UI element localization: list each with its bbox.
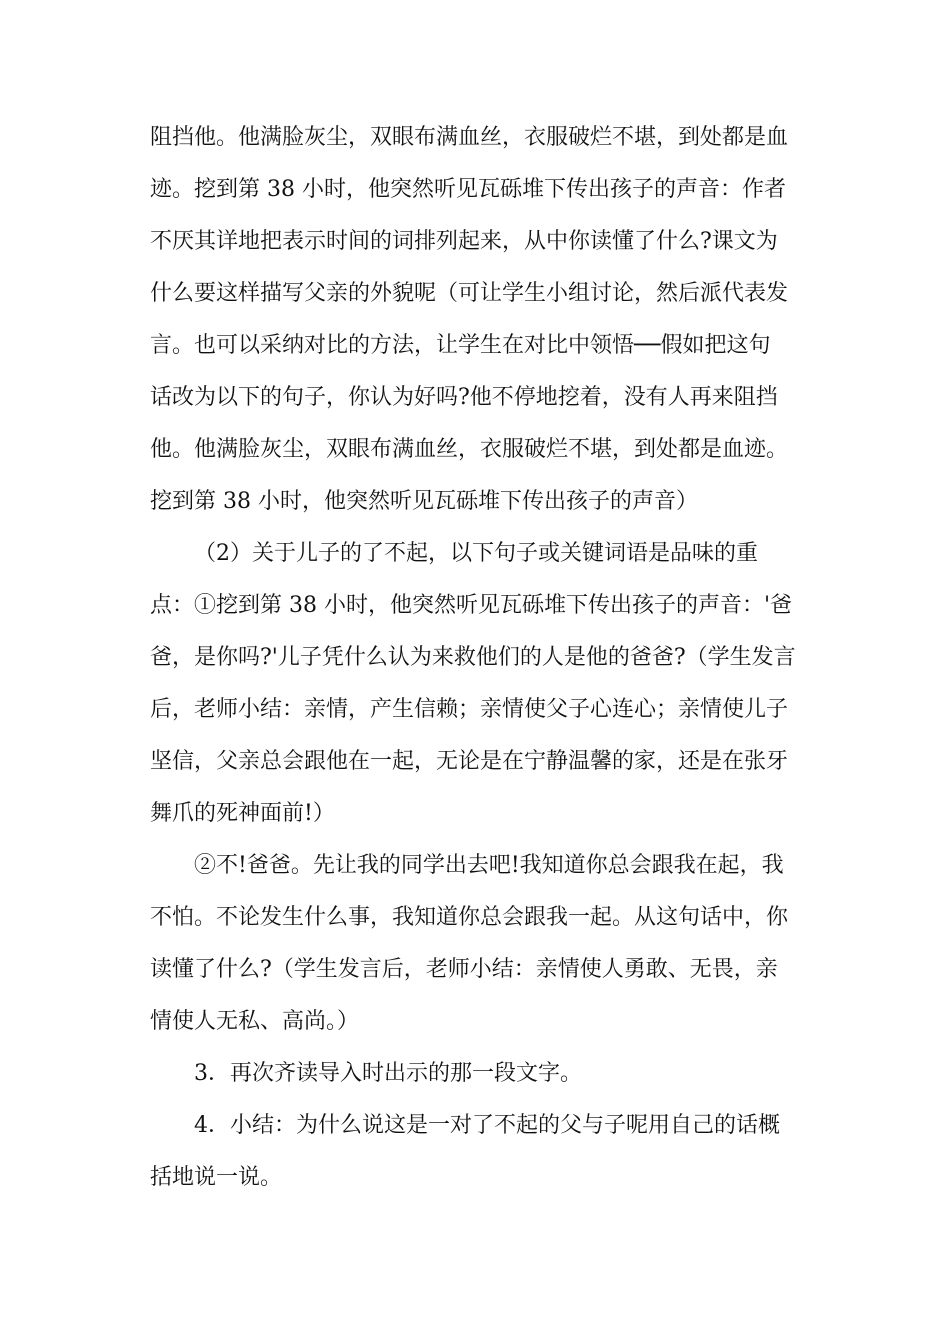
text-line: 点：①挖到第 38 小时，他突然听见瓦砾堆下传出孩子的声音：'爸 (150, 593, 793, 618)
text-line: 迹。挖到第 38 小时，他突然听见瓦砾堆下传出孩子的声音：作者 (150, 177, 786, 202)
text-line: 4．小结：为什么说这是一对了不起的父与子呢用自己的话概 (194, 1113, 780, 1138)
text-line: 括地说一说。 (150, 1165, 283, 1190)
text-line: 不厌其详地把表示时间的词排列起来，从中你读懂了什么?课文为 (150, 229, 778, 254)
text-line: 3．再次齐读导入时出示的那一段文字。 (194, 1061, 582, 1086)
text-line: 言。也可以采纳对比的方法，让学生在对比中领悟──假如把这句 (150, 333, 771, 358)
text-line: 他。他满脸灰尘，双眼布满血丝，衣服破烂不堪，到处都是血迹。 (150, 437, 789, 462)
text-line: 后，老师小结：亲情，产生信赖；亲情使父子心连心；亲情使儿子 (150, 697, 789, 722)
text-line: 舞爪的死神面前!） (150, 801, 335, 826)
text-line: 挖到第 38 小时，他突然听见瓦砾堆下传出孩子的声音） (150, 489, 698, 514)
text-line: 坚信，父亲总会跟他在一起，无论是在宁静温馨的家，还是在张牙 (150, 749, 789, 774)
text-line: 读懂了什么?（学生发言后，老师小结：亲情使人勇敢、无畏，亲 (150, 957, 778, 982)
text-line: 情使人无私、高尚。） (150, 1009, 360, 1034)
text-line: 阻挡他。他满脸灰尘，双眼布满血丝，衣服破烂不堪，到处都是血 (150, 125, 789, 150)
text-line: ②不!爸爸。先让我的同学出去吧!我知道你总会跟我在起，我 (194, 853, 784, 878)
text-line: 不怕。不论发生什么事，我知道你总会跟我一起。从这句话中，你 (150, 905, 789, 930)
text-line: （2）关于儿子的了不起，以下句子或关键词语是品味的重 (194, 541, 758, 566)
text-line: 爸，是你吗?'儿子凭什么认为来救他们的人是他的爸爸?（学生发言 (150, 645, 796, 670)
text-line: 话改为以下的句子，你认为好吗?他不停地挖着，没有人再来阻挡 (150, 385, 778, 410)
text-line: 什么要这样描写父亲的外貌呢（可让学生小组讨论，然后派代表发 (150, 281, 789, 306)
